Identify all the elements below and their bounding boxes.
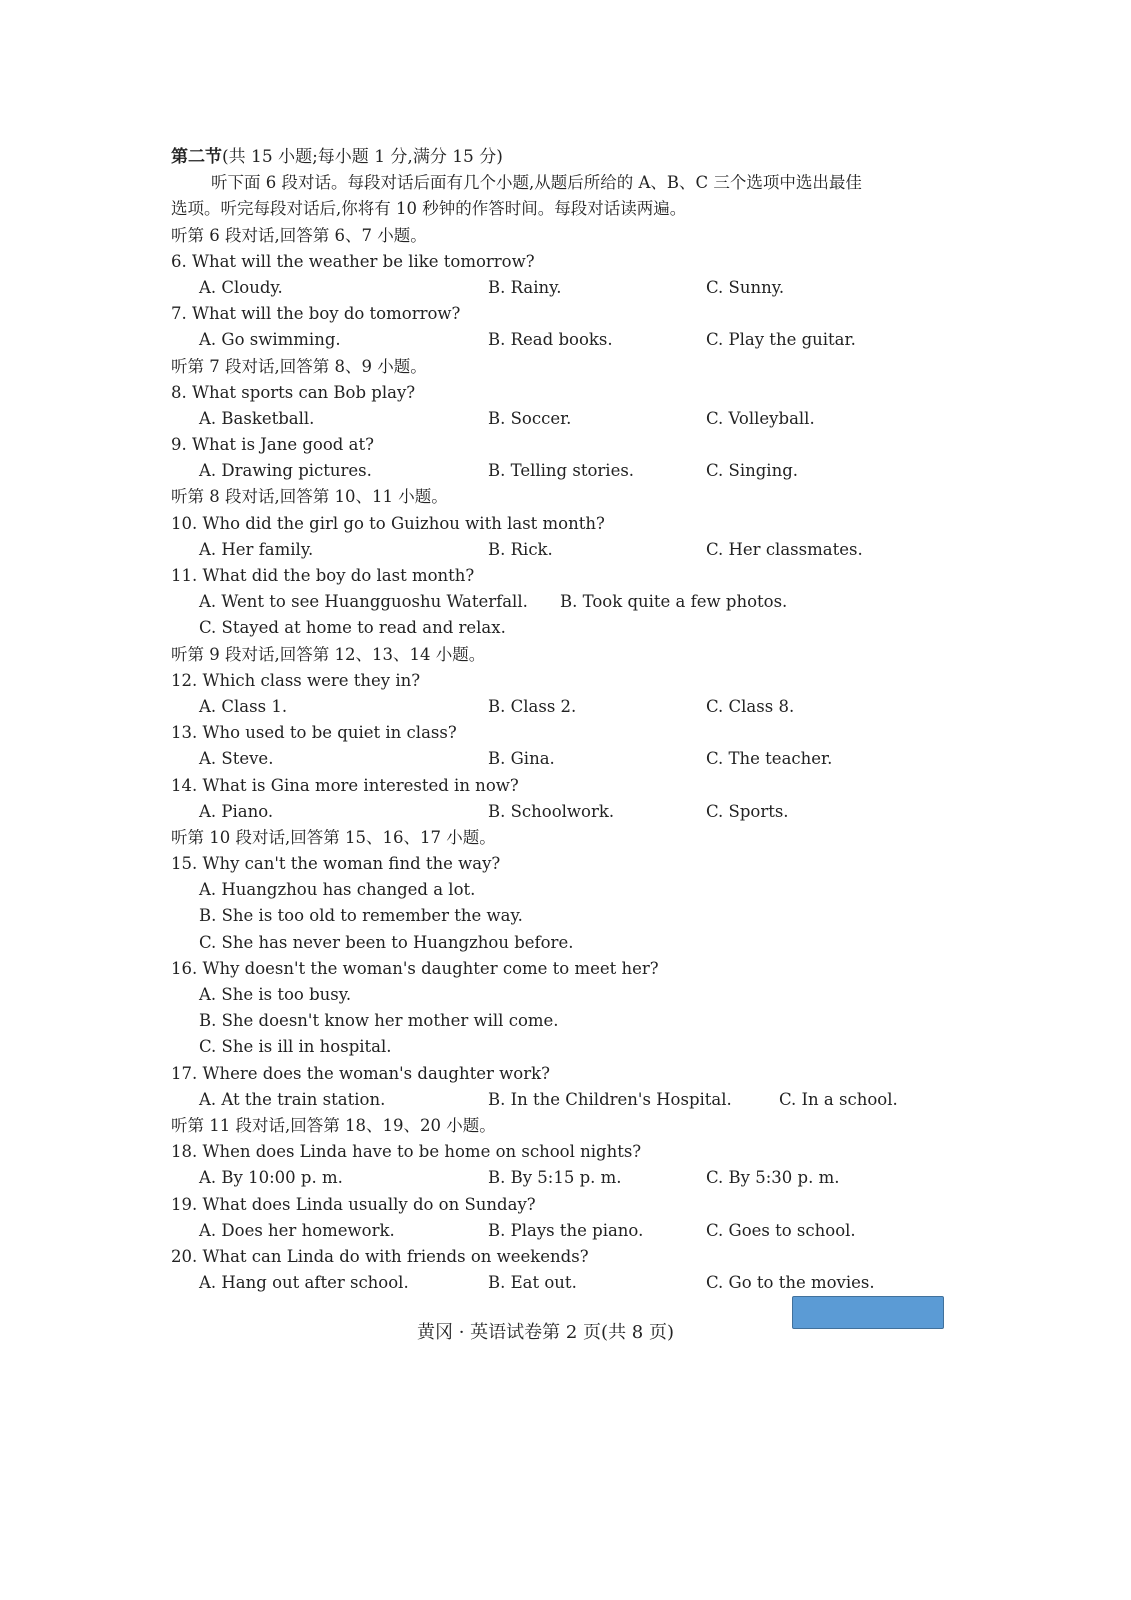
instructions-line: 选项。听完每段对话后,你将有 10 秒钟的作答时间。每段对话读两遍。 [171,199,687,219]
option-c[interactable]: C. Stayed at home to read and relax. [199,618,506,638]
option-a[interactable]: A. Does her homework. [199,1220,395,1240]
option-b[interactable]: B. Read books. [488,330,613,350]
option-a[interactable]: A. Go swimming. [199,330,341,350]
option-c[interactable]: C. Sports. [706,801,789,821]
section-content [171,144,971,1296]
question-stem: 16. Why doesn't the woman's daughter come to meet her? [171,958,659,978]
option-c[interactable]: C. Singing. [706,461,799,481]
dialogue-heading: 听第 10 段对话,回答第 15、16、17 小题。 [171,827,496,847]
dialogue-heading: 听第 9 段对话,回答第 12、13、14 小题。 [171,644,486,664]
section-note: (共 15 小题;每小题 1 分,满分 15 分) [222,147,503,167]
option-a[interactable]: A. Went to see Huangguoshu Waterfall. [199,592,528,612]
question-stem: 14. What is Gina more interested in now? [171,775,519,795]
question-stem: 15. Why can't the woman find the way? [171,854,501,874]
option-b[interactable]: B. Eat out. [488,1273,577,1293]
option-c[interactable]: C. Play the guitar. [706,330,856,350]
option-c[interactable]: C. She is ill in hospital. [199,1037,392,1057]
question-stem: 8. What sports can Bob play? [171,382,416,402]
options-row [171,1087,971,1113]
option-b[interactable]: B. She doesn't know her mother will come. [199,1011,559,1031]
question-stem: 7. What will the boy do tomorrow? [171,304,461,324]
options-row [171,1270,971,1296]
option-c[interactable]: C. She has never been to Huangzhou before. [199,932,574,952]
option-b[interactable]: B. Telling stories. [488,461,635,481]
footer-text: 黄冈 · 英语试卷第 2 页(共 8 页) [417,1322,674,1343]
options-row [171,537,971,563]
options-row [171,458,971,484]
question-stem: 6. What will the weather be like tomorrow? [171,251,535,271]
page-footer [0,1318,1131,1344]
question-stem: 9. What is Jane good at? [171,435,374,455]
option-a[interactable]: A. Basketball. [199,408,315,428]
question-stem: 11. What did the boy do last month? [171,566,475,585]
option-a[interactable]: A. Cloudy. [199,277,283,297]
dialogue-heading: 听第 7 段对话,回答第 8、9 小题。 [171,356,427,376]
option-b[interactable]: B. Schoolwork. [488,801,615,821]
options-row [171,589,971,615]
option-c[interactable]: C. By 5:30 p. m. [706,1168,840,1188]
question-stem: 20. What can Linda do with friends on weekends? [171,1246,589,1266]
question-stem: 10. Who did the girl go to Guizhou with last month? [171,513,605,533]
option-a[interactable]: A. Piano. [199,801,274,821]
option-c[interactable]: C. Sunny. [706,277,785,297]
option-a[interactable]: A. By 10:00 p. m. [199,1168,343,1188]
dialogue-heading: 听第 6 段对话,回答第 6、7 小题。 [171,225,427,245]
question-stem: 19. What does Linda usually do on Sunday? [171,1194,536,1214]
question-stem: 17. Where does the woman's daughter work? [171,1063,550,1083]
option-a[interactable]: A. Hang out after school. [199,1273,409,1293]
option-c[interactable]: C. The teacher. [706,749,833,769]
options-row [171,746,971,772]
option-b[interactable]: B. Class 2. [488,696,577,716]
question-stem: 18. When does Linda have to be home on school nights? [171,1142,642,1162]
option-a[interactable]: A. She is too busy. [199,985,352,1004]
question-stem: 13. Who used to be quiet in class? [171,723,457,743]
dialogue-heading: 听第 8 段对话,回答第 10、11 小题。 [171,487,448,507]
option-b[interactable]: B. Plays the piano. [488,1220,644,1240]
option-c[interactable]: C. Goes to school. [706,1220,856,1240]
options-row [171,275,971,301]
dialogue-heading: 听第 11 段对话,回答第 18、19、20 小题。 [171,1115,496,1135]
option-b[interactable]: B. Rainy. [488,277,562,297]
option-b[interactable]: B. Gina. [488,749,555,769]
option-b[interactable]: B. She is too old to remember the way. [199,906,523,926]
options-row [171,406,971,432]
option-b[interactable]: B. Soccer. [488,408,572,428]
options-row [171,1218,971,1244]
options-row [171,799,971,825]
option-c[interactable]: C. Class 8. [706,696,795,716]
option-a[interactable]: A. Her family. [199,539,314,559]
section-heading [171,144,971,170]
option-a[interactable]: A. At the train station. [199,1089,386,1109]
option-c[interactable]: C. In a school. [779,1089,898,1109]
options-row [171,1165,971,1191]
option-b[interactable]: B. By 5:15 p. m. [488,1168,622,1188]
option-c[interactable]: C. Volleyball. [706,408,815,428]
question-stem: 12. Which class were they in? [171,670,421,690]
instructions-line: 听下面 6 段对话。每段对话后面有几个小题,从题后所给的 A、B、C 三个选项中选出最佳 [211,173,862,193]
section-title: 第二节 [171,147,222,167]
options-row [171,327,971,353]
options-row [171,694,971,720]
option-a[interactable]: A. Huangzhou has changed a lot. [199,880,476,900]
option-c[interactable]: C. Her classmates. [706,539,863,559]
option-a[interactable]: A. Class 1. [199,696,288,716]
option-b[interactable]: B. In the Children's Hospital. [488,1089,732,1109]
option-b[interactable]: B. Rick. [488,539,553,559]
option-c[interactable]: C. Go to the movies. [706,1273,875,1293]
option-a[interactable]: A. Steve. [199,749,274,769]
option-a[interactable]: A. Drawing pictures. [199,461,372,481]
option-b[interactable]: B. Took quite a few photos. [560,592,788,612]
